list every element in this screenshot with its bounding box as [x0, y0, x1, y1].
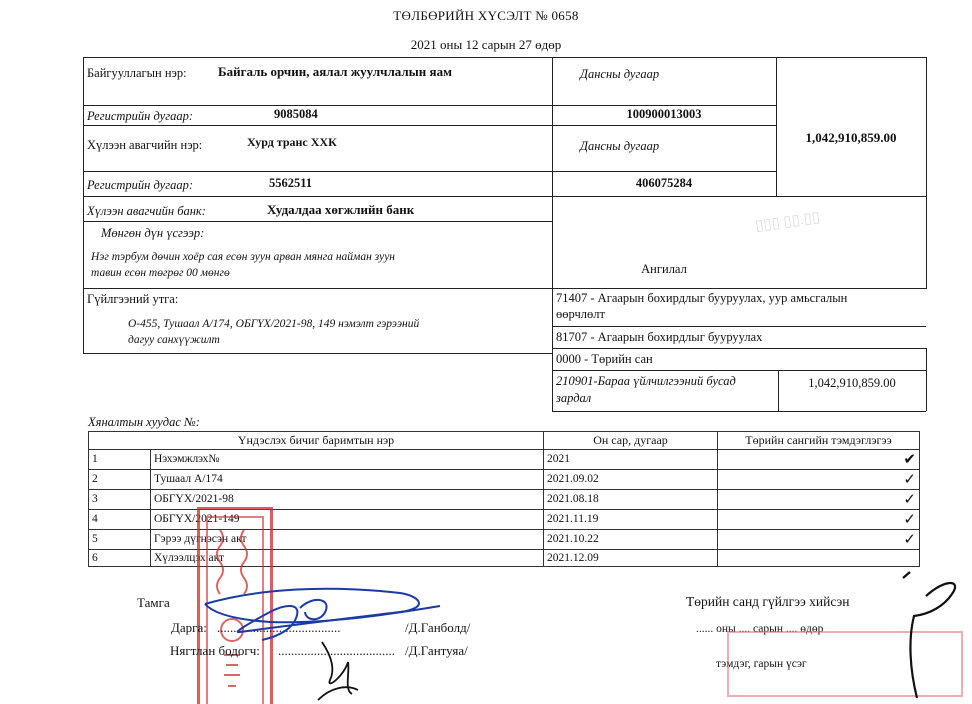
- treasury-title: Төрийн санд гүйлгээ хийсэн: [686, 594, 850, 609]
- receiver-account-no: 406075284: [635, 176, 693, 190]
- class-code-81707: 81707 - Агаарын бохирдлыг бууруулах: [556, 330, 763, 344]
- row-number: 1: [89, 449, 151, 469]
- accountant-dots: ....................................: [278, 643, 395, 658]
- treasury-date: ...... оны .... сарын .... өдөр: [696, 623, 824, 635]
- class-code-71407-cont: өөрчлөлт: [556, 307, 605, 321]
- payment-amount: 1,042,910,859.00: [805, 130, 897, 145]
- class-code-210901: 210901-Бараа үйлчилгээний бусад: [556, 374, 736, 388]
- row-doc-name: Хүлээлцэх акт: [151, 549, 544, 567]
- table-row: [89, 489, 920, 509]
- row-date: 2021.08.18: [544, 489, 718, 509]
- receiver-bank-label: Хүлээн авагчийн банк:: [87, 204, 206, 218]
- row-doc-name: Тушаал А/174: [151, 469, 544, 489]
- treasury-stamp: [727, 631, 963, 697]
- checkmark-icon: ✔: [718, 449, 920, 469]
- treasury-sign: тэмдэг, гарын үсэг: [716, 658, 807, 670]
- checkmark-icon: [718, 549, 920, 567]
- receiver-reg-no: 5562511: [269, 176, 313, 190]
- row-date: 2021.10.22: [544, 529, 718, 549]
- col-date: Он сар, дугаар: [544, 432, 718, 450]
- director-name: /Д.Ганболд/: [405, 620, 471, 635]
- faint-stamp-mark: ▯▯▯ ▯▯.▯▯: [754, 209, 822, 235]
- purpose-line1: О-455, Тушаал А/174, ОБГҮХ/2021-98, 149 нэмэлт гэрээний: [128, 318, 420, 330]
- accountant-label: Нягтлан бодогч:: [170, 643, 260, 658]
- row-date: 2021: [544, 449, 718, 469]
- official-seal: [197, 507, 273, 704]
- row-doc-name: ОБГҮХ/2021-149: [151, 509, 544, 529]
- class-amount: 1,042,910,859.00: [808, 376, 896, 390]
- payer-reg-label: Регистрийн дугаар:: [87, 109, 194, 123]
- receiver-bank: Худалдаа хөгжлийн банк: [267, 202, 415, 217]
- row-number: 6: [89, 549, 151, 567]
- amount-words-line1: Нэг тэрбум дөчин хоёр сая есөн зуун арван мянга найман зуун: [91, 251, 396, 263]
- row-number: 2: [89, 469, 151, 489]
- table-row: [89, 449, 920, 469]
- payer-org-name: Байгаль орчин, аялал жуулчлалын яам: [218, 64, 452, 79]
- row-doc-name: ОБГҮХ/2021-98: [151, 489, 544, 509]
- class-code-0000: 0000 - Төрийн сан: [556, 352, 653, 366]
- accountant-name: /Д.Гантуяа/: [405, 643, 468, 658]
- amount-words-label: Мөнгөн дүн үсгээр:: [101, 226, 205, 240]
- checkmark-icon: ✓: [718, 529, 920, 549]
- checkmark-icon: ✓: [718, 489, 920, 509]
- control-sheet-label: Хяналтын хуудас №:: [88, 415, 200, 429]
- table-header-row: [89, 432, 920, 450]
- row-number: 5: [89, 529, 151, 549]
- director-label: Дарга:: [171, 620, 207, 635]
- director-dots: ......................................: [217, 620, 341, 635]
- receiver-account-label: Дансны дугаар: [580, 139, 660, 153]
- row-number: 4: [89, 509, 151, 529]
- document-date: 2021 оны 12 сарын 27 өдөр: [410, 37, 562, 52]
- receiver-reg-label: Регистрийн дугаар:: [87, 178, 194, 192]
- receiver-name-label: Хүлээн авагчийн нэр:: [87, 138, 203, 152]
- payer-account-no: 100900013003: [626, 107, 702, 121]
- col-treasury-mark: Төрийн сангийн тэмдэглэгээ: [718, 432, 920, 450]
- payer-reg-no: 9085084: [274, 107, 318, 121]
- checkmark-icon: ✓: [718, 469, 920, 489]
- table-row: [89, 469, 920, 489]
- row-date: 2021.12.09: [544, 549, 718, 567]
- checkmark-icon: ✓: [718, 509, 920, 529]
- stamp-label: Тамга: [137, 595, 170, 610]
- payer-account-label: Дансны дугаар: [580, 67, 660, 81]
- payer-org-label: Байгууллагын нэр:: [87, 66, 187, 80]
- row-number: 3: [89, 489, 151, 509]
- class-code-71407: 71407 - Агаарын бохирдлыг бууруулах, уур амьсгалын: [556, 291, 848, 305]
- row-date: 2021.09.02: [544, 469, 718, 489]
- purpose-line2: дагуу санхүүжилт: [128, 334, 220, 346]
- document-title: ТӨЛБӨРИЙН ХҮСЭЛТ № 0658: [393, 8, 579, 23]
- classification-label: Ангилал: [641, 262, 687, 276]
- amount-words-line2: тавин есөн төгрөг 00 мөнгө: [91, 267, 230, 279]
- col-doc-name: Үндэслэх бичиг баримтын нэр: [89, 432, 544, 450]
- row-doc-name: Нэхэмжлэх№: [151, 449, 544, 469]
- row-doc-name: Гэрээ дүгнэсэн акт: [151, 529, 544, 549]
- purpose-label: Гүйлгээний утга:: [87, 292, 179, 306]
- seal-emblem-icon: [200, 510, 264, 704]
- receiver-name: Хурд транс ХХК: [247, 135, 337, 149]
- row-date: 2021.11.19: [544, 509, 718, 529]
- class-code-210901-cont: зардал: [556, 391, 592, 405]
